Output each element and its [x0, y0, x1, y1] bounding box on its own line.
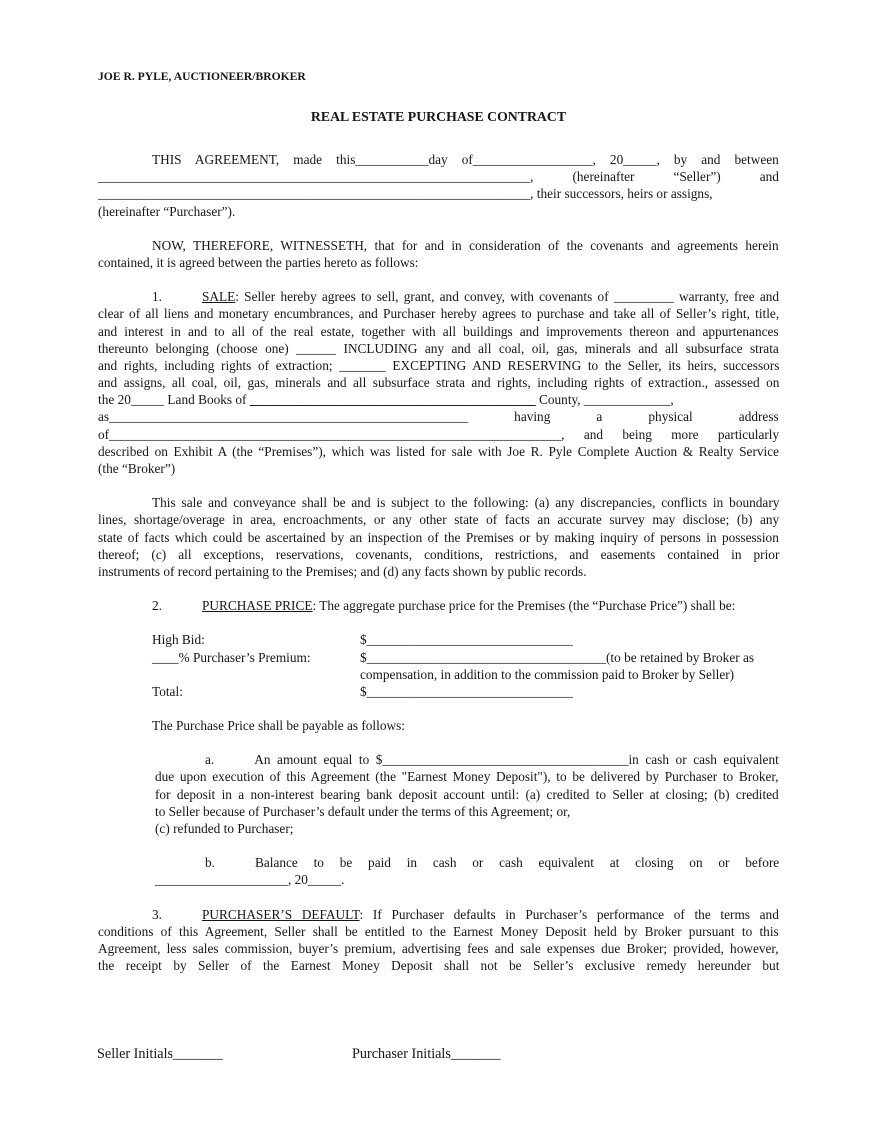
- text-line: instruments of record pertaining to the Premises; and (d) any facts shown by public records.: [98, 563, 587, 579]
- text-line: (the “Broker”): [98, 461, 176, 476]
- text-line: and assigns, all coal, oil, gas, minerals and all subsurface strata and rights, including rights of extraction., assessed on: [98, 375, 780, 391]
- section-1-sale-paragraph: [98, 288, 779, 477]
- text-line: lines, shortage/overage in area, encroachments, or any other state of facts an accurate survey may disclose; (b) any: [98, 512, 780, 528]
- text-line: 1. SALE: Seller hereby agrees to sell, grant, and convey, with covenants of _________ warranty, free and: [152, 289, 780, 305]
- text-line: described on Exhibit A (the “Premises”), which was listed for sale with Joe R. Pyle Complete Auction & Realty Service: [98, 443, 780, 459]
- text-line: thereof; (c) all exceptions, reservations, covenants, conditions, restrictions, and easements contained in prior: [98, 546, 780, 562]
- text-line: This sale and conveyance shall be and is subject to the following: (a) any discrepancies, conflicts in boundary: [152, 495, 780, 511]
- text-line: (c) refunded to Purchaser;: [155, 821, 294, 836]
- text-line: clear of all liens and monetary encumbrances, and Purchaser hereby agrees to purchase and take all of Seller’s right, title,: [98, 306, 780, 322]
- seller-initials-line: Seller Initials_______: [97, 1046, 223, 1062]
- money-row: compensation, in addition to the commission paid to Broker by Seller): [360, 666, 735, 682]
- text-line: ____________________, 20_____.: [155, 872, 345, 888]
- document-title: REAL ESTATE PURCHASE CONTRACT: [310, 109, 567, 124]
- text-line: and interest in and to all of the real estate, together with all buildings and improvements thereon and appurtenances: [98, 323, 779, 339]
- purchaser-initials-line: Purchaser Initials_______: [352, 1046, 501, 1062]
- subsection-b-balance-paragraph: [155, 854, 779, 888]
- text-line: thereunto belonging (choose one) ______ INCLUDING any and all coal, oil, gas, minerals and all subsurface strata: [98, 340, 779, 356]
- money-row-label: Total:: [152, 683, 183, 699]
- text-line: 2. PURCHASE PRICE: The aggregate purchase price for the Premises (the “Purchase Price”) shall be:: [152, 598, 736, 614]
- section-3-purchasers-default-paragraph: [98, 906, 779, 975]
- text-line: The Purchase Price shall be payable as follows:: [152, 718, 405, 734]
- witnesseth-paragraph: [98, 237, 779, 271]
- money-row: Total: $_______________________________: [152, 683, 573, 699]
- money-row: High Bid: $_______________________________: [152, 632, 573, 648]
- subsection-a-earnest-money-paragraph: [155, 751, 779, 837]
- money-row-label: High Bid:: [152, 632, 205, 648]
- section-2-purchase-price-paragraph: [98, 597, 779, 614]
- payable-intro-paragraph: [98, 717, 779, 734]
- text-line: state of facts which could be ascertained by an inspection of the Premises or by making inquiry of persons in possession: [98, 529, 779, 545]
- text-line: THIS AGREEMENT, made this___________day of__________________, 20_____, by and between: [152, 152, 779, 167]
- document-body: [98, 151, 779, 974]
- text-line: 3. PURCHASER’S DEFAULT: If Purchaser defaults in Purchaser’s performance of the terms and: [152, 906, 779, 922]
- agreement-intro-paragraph: [98, 151, 779, 220]
- text-line: b. Balance to be paid in cash or cash equivalent at closing on or before: [205, 855, 780, 871]
- money-row: ____% Purchaser’s Premium: $____________________________________(to be retained by Broker as: [152, 649, 755, 665]
- text-line: as______________________________________________________ having a physical address: [98, 409, 779, 425]
- text-line: contained, it is agreed between the parties hereto as follows:: [98, 254, 419, 270]
- text-line: the receipt by Seller of the Earnest Money Deposit shall not be Seller’s exclusive remedy hereunder but: [98, 958, 780, 974]
- text-line: the 20_____ Land Books of ___________________________________________ County, _____________,: [98, 392, 674, 408]
- money-row-label: ____% Purchaser’s Premium:: [152, 649, 311, 665]
- text-line: conditions of this Agreement, Seller shall be entitled to the Earnest Money Deposit held by Broker pursuant to this: [98, 923, 779, 939]
- text-line: and rights, including rights of extraction; _______ EXCEPTING AND RESERVING to the Seller, its heirs, successors: [98, 357, 780, 373]
- text-line: for deposit in a non-interest bearing bank deposit account until: (a) credited to Seller at closing; (b) credited: [155, 786, 779, 802]
- broker-header: JOE R. PYLE, AUCTIONEER/BROKER: [98, 70, 306, 83]
- purchase-price-table: [152, 631, 779, 700]
- text-line: a. An amount equal to $_____________________________________in cash or cash equivalent: [205, 752, 779, 768]
- sale-conveyance-paragraph: [98, 494, 779, 580]
- text-line: to Seller because of Purchaser’s default under the terms of this Agreement; or,: [155, 803, 571, 819]
- text-line: _________________________________________________________________, (hereinafter “Seller”) and: [98, 169, 779, 185]
- text-line: due upon execution of this Agreement (the "Earnest Money Deposit"), to be delivered by Purchaser to Broker,: [155, 769, 779, 785]
- text-line: of____________________________________________________________________, and being more particularly: [98, 426, 780, 442]
- text-line: _________________________________________________________________, their successors, heirs or assigns,: [98, 186, 713, 202]
- text-line: Agreement, less sales commission, buyer’s premium, advertising fees and sale expenses due Broker; provided, however,: [98, 940, 779, 956]
- text-line: NOW, THEREFORE, WITNESSETH, that for and in consideration of the covenants and agreements herein: [152, 237, 779, 253]
- text-line: (hereinafter “Purchaser”).: [98, 203, 236, 219]
